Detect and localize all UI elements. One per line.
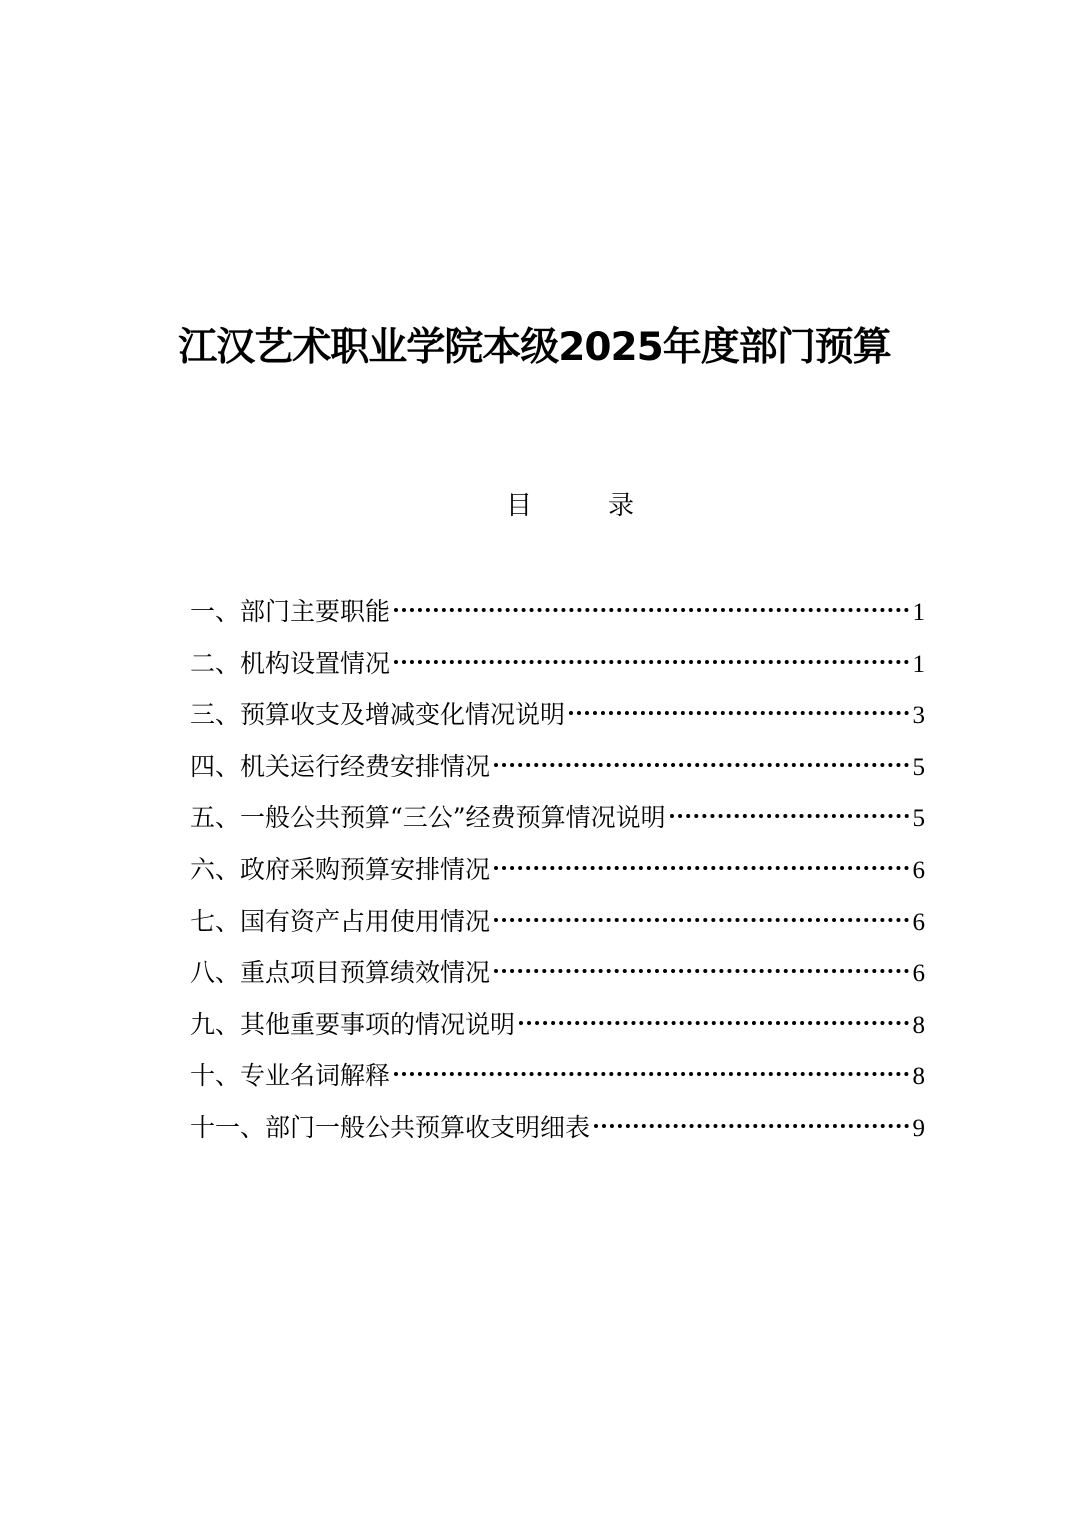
toc-item-2[interactable] — [190, 638, 925, 690]
toc-item-10[interactable] — [190, 1050, 925, 1102]
toc-page-number: 9 — [912, 1114, 925, 1142]
toc-item-label: 五、一般公共预算“三公”经费预算情况说明 — [190, 803, 666, 833]
toc-dot-leader — [519, 1021, 908, 1025]
toc-page-number: 5 — [912, 805, 925, 833]
table-of-contents — [190, 586, 925, 1154]
toc-item-1[interactable] — [190, 586, 925, 638]
toc-dot-leader — [494, 918, 908, 922]
toc-page-number: 8 — [912, 1063, 925, 1091]
toc-item-8[interactable] — [190, 947, 925, 999]
toc-dot-leader — [594, 1124, 908, 1128]
toc-page-number: 3 — [912, 702, 925, 730]
toc-dot-leader — [494, 763, 908, 767]
toc-item-3[interactable] — [190, 689, 925, 741]
toc-page-number: 6 — [912, 908, 925, 936]
toc-page-number: 6 — [912, 960, 925, 988]
toc-page-number: 5 — [912, 753, 925, 781]
toc-page-number: 6 — [912, 856, 925, 884]
toc-dot-leader — [670, 814, 909, 818]
toc-dot-leader — [394, 608, 908, 612]
toc-heading-left: 目 — [506, 491, 533, 521]
toc-dot-leader — [494, 969, 908, 973]
document-title: 江汉艺术职业学院本级2025年度部门预算 — [178, 325, 891, 370]
toc-heading — [506, 486, 634, 526]
toc-item-label: 二、机构设置情况 — [190, 648, 391, 678]
toc-item-5[interactable] — [190, 792, 925, 844]
toc-page-number: 8 — [912, 1011, 925, 1039]
toc-item-label: 四、机关运行经费安排情况 — [190, 751, 491, 781]
toc-dot-leader — [569, 711, 908, 715]
toc-item-label: 三、预算收支及增减变化情况说明 — [190, 700, 566, 730]
toc-item-9[interactable] — [190, 999, 925, 1051]
toc-item-11[interactable] — [190, 1102, 925, 1154]
toc-dot-leader — [394, 660, 908, 664]
toc-item-label: 七、国有资产占用使用情况 — [190, 906, 491, 936]
toc-item-4[interactable] — [190, 741, 925, 793]
toc-page-number: 1 — [912, 650, 925, 678]
toc-item-label: 九、其他重要事项的情况说明 — [190, 1009, 516, 1039]
toc-heading-right: 录 — [607, 491, 634, 521]
toc-page-number: 1 — [912, 599, 925, 626]
toc-item-label: 六、政府采购预算安排情况 — [190, 854, 491, 884]
toc-item-7[interactable] — [190, 896, 925, 948]
toc-item-label: 十、专业名词解释 — [190, 1061, 391, 1091]
toc-dot-leader — [494, 866, 908, 870]
toc-item-6[interactable] — [190, 844, 925, 896]
toc-item-label: 一、部门主要职能 — [190, 597, 391, 626]
toc-dot-leader — [394, 1072, 908, 1076]
toc-item-label: 八、重点项目预算绩效情况 — [190, 958, 491, 988]
toc-item-label: 十一、部门一般公共预算收支明细表 — [190, 1112, 591, 1142]
